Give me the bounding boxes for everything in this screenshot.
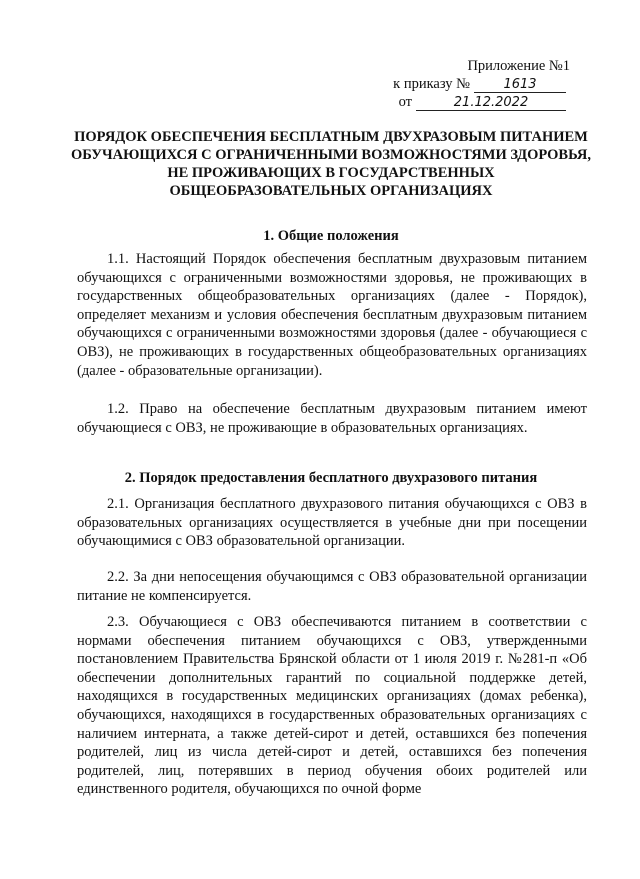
paragraph-2-3: 2.3. Обучающиеся с ОВЗ обеспечиваются питанием в соответствии с нормами обеспечения питанием обучающихся с ОВЗ, утвержденными постановлением Правительства Брянской области от 1 июля 2019 г. №281-п «Об обеспечении дополнительных гарантий по социальной поддержке детей, находящихся в государственных медицинских организациях (домах ребенка), обучающихся, находящихся в государственных образовательных организациях с наличием интерната, а также детей-сирот и детей, оставшихся без попечения родителей, лиц из числа детей-сирот и детей, оставшихся без попечения родителей, лиц, потерявших в период обучения обоих родителей или единственного родителя, обучающихся по очной форме	[77, 614, 587, 798]
paragraph-1-2: 1.2. Право на обеспечение бесплатным двухразовым питанием имеют обучающиеся с ОВЗ, не проживающие в образовательных организациях.	[77, 401, 587, 436]
order-date: 21.12.2022	[416, 96, 566, 111]
order-number: 1613	[474, 78, 566, 93]
date-prefix: от	[398, 94, 412, 110]
order-line	[393, 76, 566, 93]
section-2-heading: 2. Порядок предоставления бесплатного двухразового питания	[124, 470, 538, 486]
paragraph-2-1: 2.1. Организация бесплатного двухразового питания обучающихся с ОВЗ в образовательных организациях осуществляется в учебные дни при посещении обучающимися с ОВЗ образовательной организации.	[77, 496, 587, 550]
appendix-label: Приложение №1	[467, 58, 570, 74]
order-prefix: к приказу №	[393, 76, 470, 92]
document-title: ПОРЯДОК ОБЕСПЕЧЕНИЯ БЕСПЛАТНЫМ ДВУХРАЗОВЫМ ПИТАНИЕМ ОБУЧАЮЩИХСЯ С ОГРАНИЧЕННЫМИ ВОЗМОЖНОСТЯМИ ЗДОРОВЬЯ, НЕ ПРОЖИВАЮЩИХ В ГОСУДАРСТВЕННЫХ ОБЩЕОБРАЗОВАТЕЛЬНЫХ ОРГАНИЗАЦИЯХ	[70, 129, 592, 199]
date-line	[399, 94, 566, 111]
paragraph-2-2: 2.2. За дни непосещения обучающимся с ОВЗ образовательной организации питание не компенсируется.	[77, 569, 587, 604]
section-1-heading: 1. Общие положения	[263, 228, 399, 244]
paragraph-1-1: 1.1. Настоящий Порядок обеспечения бесплатным двухразовым питанием обучающихся с ограниченными возможностями здоровья, не проживающих в государственных общеобразовательных организациях (далее - Порядок), определяет механизм и условия обеспечения бесплатным двухразовым питанием обучающихся с ограниченными возможностями здоровья (далее - обучающиеся с ОВЗ), не проживающих в государственных общеобразовательных организациях (далее - образовательные организации).	[77, 251, 587, 379]
